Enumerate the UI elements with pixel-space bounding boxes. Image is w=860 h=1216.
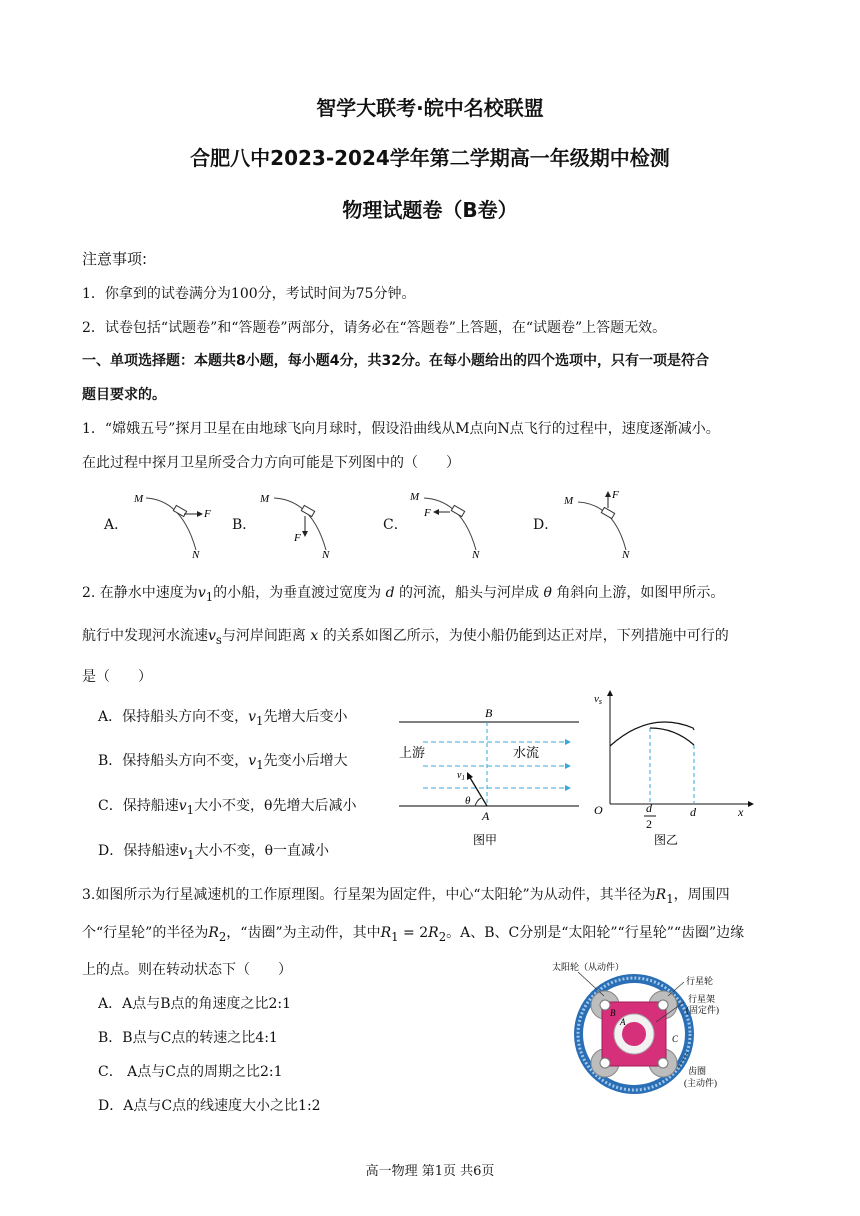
q1-c-label-f: F	[424, 507, 431, 519]
q1-figure-c	[400, 486, 500, 560]
q1-a-label-n: N	[192, 549, 200, 560]
q3-fig-sun-label: 太阳轮（从动件）	[552, 962, 625, 972]
q3-fig-carrier-sub: (固定件)	[686, 1005, 719, 1015]
q1-c-label-m: M	[410, 491, 420, 503]
q3-fig-ring-label: 齿圈	[688, 1066, 707, 1076]
q2-graph-half-num: d	[646, 801, 652, 815]
q1-b-label-f: F	[294, 532, 301, 544]
q2-fig-upstream: 上游	[399, 745, 426, 760]
q3-option-d: D．A点与C点的线速度大小之比1:2	[98, 1098, 321, 1114]
q3-fig-carrier-label: 行星架	[688, 994, 716, 1004]
q3-option-c: C． A点与C点的周期之比2:1	[98, 1064, 283, 1080]
q2-figure-river	[395, 704, 585, 854]
notice-item-2: 2．试卷包括“试题卷”和“答题卷”两部分，请务必在“答题卷”上答题，在“试题卷”上答题无效。	[82, 320, 667, 336]
q2-graph-origin: O	[594, 803, 603, 817]
section-heading-cont: 题目要求的。	[82, 387, 166, 403]
q1-figure-a	[120, 486, 220, 560]
notice-item-1: 1．你拿到的试卷满分为100分，考试时间为75分钟。	[82, 286, 416, 302]
q1-figure-b	[250, 486, 350, 560]
q1-d-label-n: N	[622, 549, 630, 560]
q1-option-d-label: D．	[533, 517, 559, 533]
q3-stem-end: 上的点。则在转动状态下（ ）	[82, 962, 292, 978]
q1-stem: 1．“嫦娥五号”探月卫星在由地球飞向月球时，假设沿曲线从M点向N点飞行的过程中，速度逐渐减小。	[82, 421, 720, 437]
q2-fig-theta: θ	[465, 795, 471, 807]
q1-d-label-m: M	[564, 495, 574, 507]
q2-figure-graph	[590, 688, 760, 854]
q1-b-label-m: M	[260, 493, 270, 505]
q2-fig-point-a: A	[482, 809, 490, 823]
q1-figure-d	[552, 486, 652, 560]
q1-c-label-n: N	[472, 549, 480, 560]
q2-option-d: D．保持船速$v_1$大小不变，θ一直减小	[98, 843, 330, 862]
q2-graph-half-den: 2	[646, 817, 652, 831]
q2-fig-point-b: B	[485, 706, 493, 720]
q3-figure-gear	[538, 958, 760, 1098]
q2-option-c: C．保持船速$v_1$大小不变，θ先增大后减小	[98, 798, 357, 817]
q3-option-a: A．A点与B点的角速度之比2:1	[98, 996, 292, 1012]
q2-fig-v1: $v_1$	[457, 770, 465, 782]
q2-graph-x: x	[738, 805, 744, 819]
q1-option-a-label: A．	[104, 517, 129, 533]
q3-fig-point-c: C	[672, 1034, 679, 1044]
q2-fig2-caption: 图乙	[654, 833, 679, 847]
q3-stem: 3.如图所示为行星减速机的工作原理图。行星架为固定件，中心“太阳轮”为从动件，其半径为$R_1$，周围四	[82, 887, 730, 906]
q3-fig-point-b: B	[610, 1008, 616, 1018]
q3-stem-cont: 个“行星轮”的半径为$R_2$，“齿圈”为主动件，其中$R_1 = 2R_2$。A、B、C分别是“太阳轮”“行星轮”“齿圈”边缘	[82, 925, 745, 944]
q1-b-label-n: N	[322, 549, 330, 560]
exam-title: 合肥八中2023-2024学年第二学期高一年级期中检测	[190, 146, 670, 170]
q1-stem-cont: 在此过程中探月卫星所受合力方向可能是下列图中的（ ）	[82, 455, 460, 471]
exam-series-title: 智学大联考·皖中名校联盟	[316, 96, 544, 120]
q2-option-b: B．保持船头方向不变，$v_1$先变小后增大	[98, 753, 348, 772]
notice-heading: 注意事项:	[82, 250, 148, 268]
q2-fig1-caption: 图甲	[473, 833, 498, 847]
q3-fig-point-a: A	[620, 1017, 626, 1027]
q2-stem-end: 是（ ）	[82, 669, 152, 685]
page-footer: 高一物理 第1页 共6页	[365, 1164, 495, 1179]
q2-stem-cont: 航行中发现河水流速$v_s$与河岸间距离 x 的关系如图乙所示，为使小船仍能到达正对岸，下列措施中可行的	[82, 628, 729, 647]
q1-d-label-f: F	[612, 489, 619, 501]
q2-graph-vs: vs	[594, 693, 603, 706]
q3-fig-ring-sub: (主动件)	[684, 1078, 717, 1088]
q2-fig-flow: 水流	[513, 745, 540, 760]
q1-option-b-label: B．	[232, 517, 257, 533]
section-heading: 一、单项选择题：本题共8小题，每小题4分，共32分。在每小题给出的四个选项中，只有一项是符合	[82, 353, 709, 369]
q1-a-label-f: F	[204, 508, 211, 520]
q2-graph-d: d	[690, 805, 696, 819]
q2-stem: 2. 在静水中速度为$v_1$的小船，为垂直渡过宽度为 d 的河流，船头与河岸成 θ 角斜向上游，如图甲所示。	[82, 585, 725, 604]
q1-option-c-label: C．	[383, 517, 408, 533]
q3-option-b: B．B点与C点的转速之比4:1	[98, 1030, 278, 1046]
q1-a-label-m: M	[134, 493, 144, 505]
q2-option-a: A．保持船头方向不变，$v_1$先增大后变小	[98, 709, 348, 728]
q3-fig-planet-label: 行星轮	[686, 976, 714, 986]
paper-title: 物理试题卷（B卷）	[342, 198, 518, 222]
